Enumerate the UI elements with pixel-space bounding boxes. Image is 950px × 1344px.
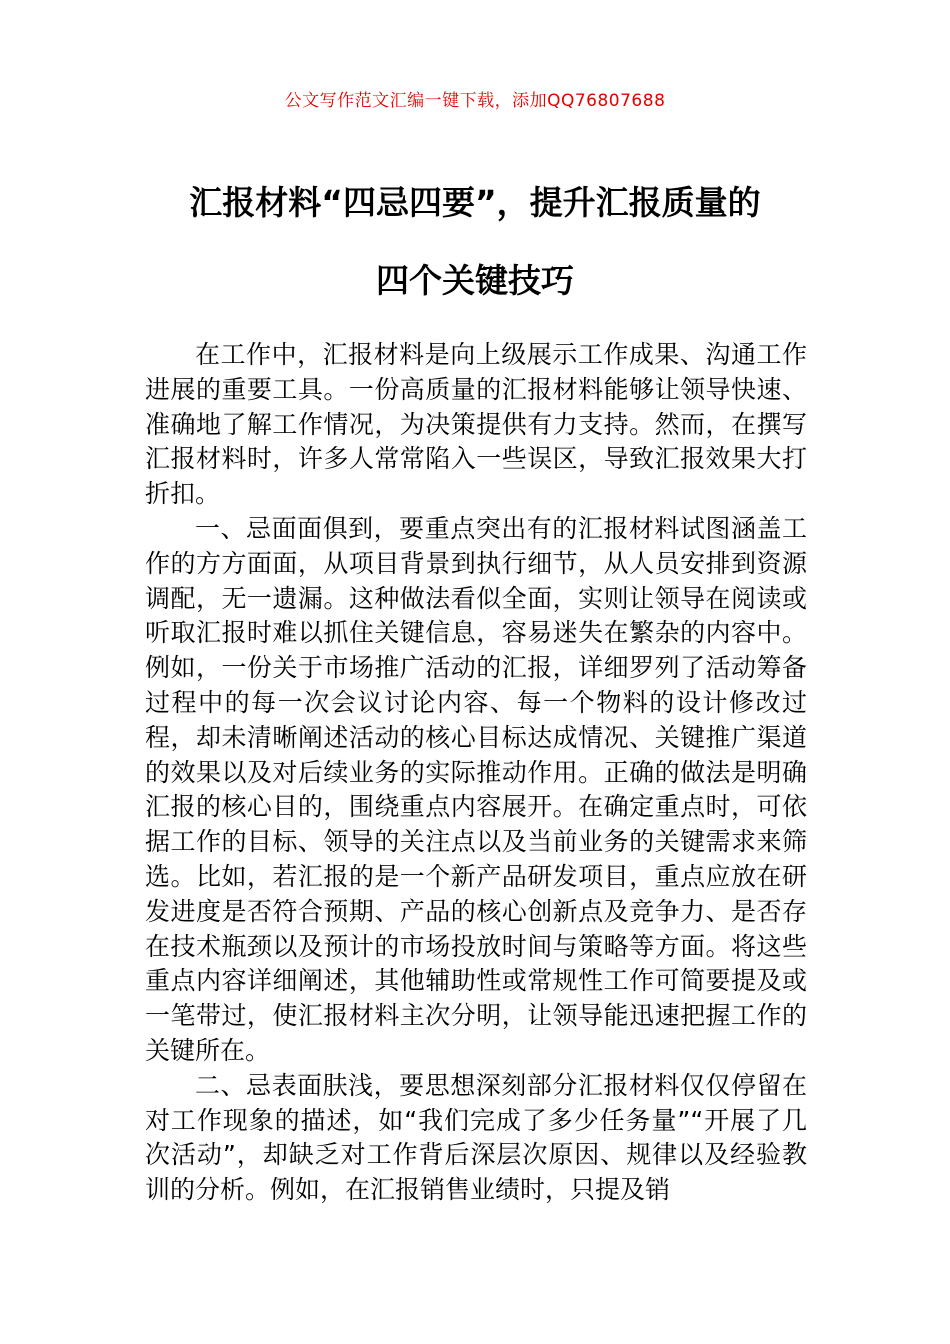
paragraph-section-1: 一、忌面面俱到，要重点突出有的汇报材料试图涵盖工作的方方面面，从项目背景到执行细节，从人员安排到资源调配，无一遗漏。这种做法看似全面，实则让领导在阅读或听取汇报时难以抓住关键信息，容易迷失在繁杂的内容中。例如，一份关于市场推广活动的汇报，详细罗列了活动筹备过程中的每一次会议讨论内容、每一个物料的设计修改过程，却未清晰阐述活动的核心目标达成情况、关键推广渠道的效果以及对后续业务的实际推动作用。正确的做法是明确汇报的核心目的，围绕重点内容展开。在确定重点时，可依据工作的目标、领导的关注点以及当前业务的关键需求来筛选。比如，若汇报的是一个新产品研发项目，重点应放在研发进度是否符合预期、产品的核心创新点及竞争力、是否存在技术瓶颈以及预计的市场投放时间与策略等方面。将这些重点内容详细阐述，其他辅助性或常规性工作可简要提及或一笔带过，使汇报材料主次分明，让领导能迅速把握工作的关键所在。 (145, 513, 807, 1065)
title-line-2: 四个关键技巧 (376, 261, 574, 300)
paragraph-section-2: 二、忌表面肤浅，要思想深刻部分汇报材料仅仅停留在对工作现象的描述，如“我们完成了多少任务量”“开展了几次活动”，却缺乏对工作背后深层次原因、规律以及经验教训的分析。例如，在汇报销售业绩时，只提及销 (145, 1070, 807, 1205)
title-line-1: 汇报材料“四忌四要”，提升汇报质量的 (189, 183, 761, 222)
paragraph-intro: 在工作中，汇报材料是向上级展示工作成果、沟通工作进展的重要工具。一份高质量的汇报材料能够让领导快速、准确地了解工作情况，为决策提供有力支持。然而，在撰写汇报材料时，许多人常常陷入一些误区，导致汇报效果大打折扣。 (145, 340, 807, 509)
document-body (145, 338, 807, 1208)
document-title (120, 164, 830, 320)
promo-banner: 公文写作范文汇编一键下载，添加QQ76807688 (284, 91, 666, 111)
